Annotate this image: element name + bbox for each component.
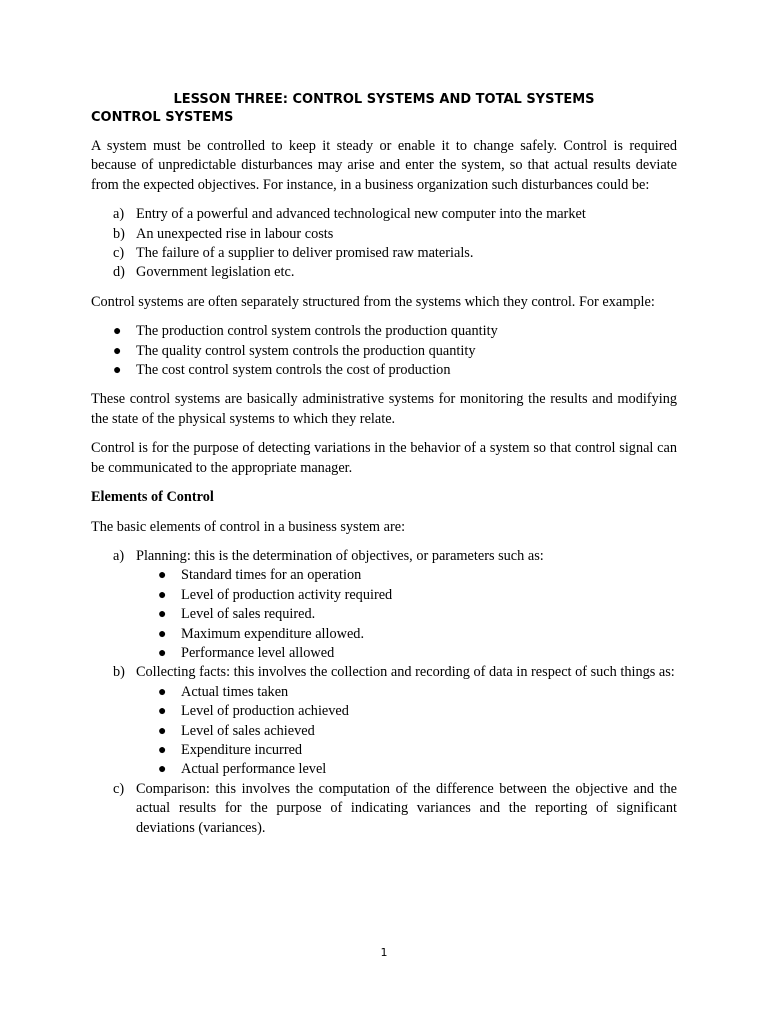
sublist-item	[136, 741, 677, 760]
list-item	[91, 205, 677, 224]
page-number: 1	[380, 946, 388, 959]
bullet-icon: ●	[158, 723, 167, 739]
list-item	[91, 780, 677, 838]
list-marker: b)	[113, 225, 125, 242]
elements-list	[91, 547, 677, 838]
bullet-icon: ●	[158, 645, 167, 661]
sublist-item	[136, 644, 677, 663]
sublist-item	[136, 605, 677, 624]
elements-heading: Elements of Control	[91, 489, 214, 506]
list-item-text: The quality control system controls the production quantity	[136, 342, 476, 359]
bullet-icon: ●	[158, 704, 167, 720]
bullet-icon: ●	[158, 587, 167, 603]
structure-paragraph: Control systems are often separately structured from the systems which they control. For example:	[91, 293, 655, 310]
list-marker: b)	[113, 664, 125, 681]
sublist-item-text: Actual performance level	[181, 761, 327, 778]
examples-list	[91, 322, 677, 380]
intro-paragraph: A system must be controlled to keep it steady or enable it to change safely. Control is required because of unpredictable disturbances may arise and enter the system, so that actual results deviate from the expected objectives. For instance, in a business organization such disturbances could be:	[91, 138, 677, 193]
bullet-icon: ●	[158, 762, 167, 778]
list-item-text: Government legislation etc.	[136, 264, 295, 281]
sublist-item	[136, 683, 677, 702]
sublist-item-text: Level of sales achieved	[181, 722, 315, 739]
planning-sublist	[136, 566, 677, 663]
bullet-icon: ●	[113, 343, 122, 359]
lesson-title: LESSON THREE: CONTROL SYSTEMS AND TOTAL SYSTEMS	[173, 92, 595, 107]
list-marker: c)	[113, 780, 125, 797]
list-item	[91, 547, 677, 663]
purpose-paragraph: Control is for the purpose of detecting variations in the behavior of a system so that control signal can be communicated to the appropriate manager.	[91, 440, 677, 476]
sublist-item-text: Performance level allowed	[181, 644, 335, 661]
list-item	[91, 225, 677, 244]
bullet-icon: ●	[113, 324, 122, 340]
sublist-item-text: Actual times taken	[181, 683, 289, 700]
list-item	[91, 244, 677, 263]
sublist-item	[136, 702, 677, 721]
list-item-text: The cost control system controls the cost of production	[136, 362, 451, 379]
bullet-icon: ●	[158, 568, 167, 584]
collecting-sublist	[136, 683, 677, 780]
list-item-text: The production control system controls the production quantity	[136, 323, 498, 340]
list-marker: d)	[113, 264, 125, 281]
elements-intro: The basic elements of control in a business system are:	[91, 518, 406, 535]
sublist-item-text: Expenditure incurred	[181, 741, 303, 758]
sublist-item-text: Level of production activity required	[181, 586, 393, 603]
disturbances-list	[91, 205, 677, 283]
list-item	[91, 322, 677, 341]
list-item	[91, 342, 677, 361]
sublist-item-text: Standard times for an operation	[181, 567, 362, 584]
sublist-item	[136, 566, 677, 585]
list-item	[91, 361, 677, 380]
list-item-text: Entry of a powerful and advanced technological new computer into the market	[136, 206, 586, 223]
sublist-item	[136, 722, 677, 741]
list-item-text: Comparison: this involves the computation of the difference between the objective and the actual results for the purpose of indicating variances and the reporting of significant deviations (variances).	[136, 780, 677, 836]
bullet-icon: ●	[158, 684, 167, 700]
sublist-item	[136, 760, 677, 779]
list-item-text: Collecting facts: this involves the collection and recording of data in respect of such things as:	[136, 664, 675, 681]
list-item-text: Planning: this is the determination of objectives, or parameters such as:	[136, 547, 544, 564]
list-item-text: An unexpected rise in labour costs	[136, 225, 334, 242]
bullet-icon: ●	[158, 626, 167, 642]
list-marker: c)	[113, 245, 125, 262]
page-content	[91, 91, 677, 838]
bullet-icon: ●	[158, 607, 167, 623]
list-item	[91, 663, 677, 779]
section-heading: CONTROL SYSTEMS	[91, 110, 234, 125]
sublist-item-text: Level of sales required.	[181, 606, 316, 623]
list-item	[91, 263, 677, 282]
list-marker: a)	[113, 206, 125, 223]
bullet-icon: ●	[158, 742, 167, 758]
bullet-icon: ●	[113, 363, 122, 379]
admin-paragraph: These control systems are basically administrative systems for monitoring the results and modifying the state of the physical systems to which they relate.	[91, 391, 677, 427]
list-marker: a)	[113, 547, 125, 564]
list-item-text: The failure of a supplier to deliver promised raw materials.	[136, 245, 474, 262]
sublist-item-text: Maximum expenditure allowed.	[181, 625, 365, 642]
sublist-item-text: Level of production achieved	[181, 703, 349, 720]
sublist-item	[136, 625, 677, 644]
sublist-item	[136, 586, 677, 605]
